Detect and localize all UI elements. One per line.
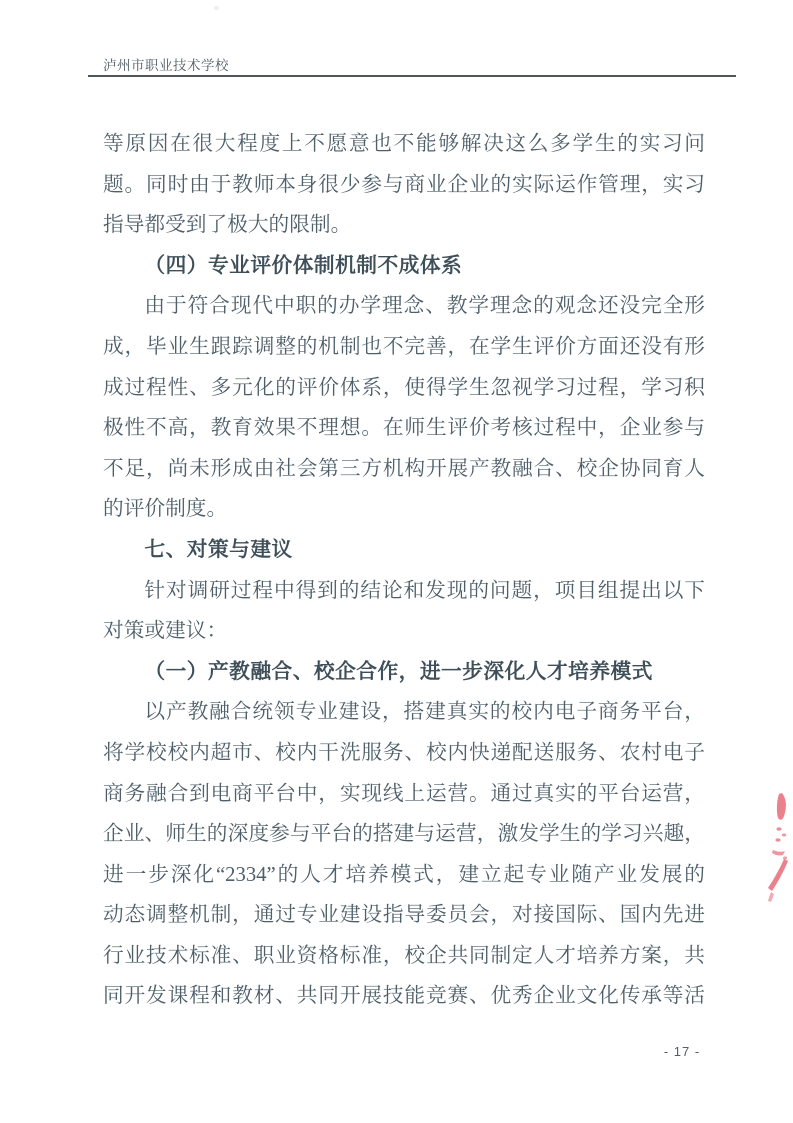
body-line: 进一步深化“2334”的人才培养模式，建立起专业随产业发展的 xyxy=(103,863,705,886)
body-line: 同开发课程和教材、共同开展技能竞赛、优秀企业文化传承等活 xyxy=(103,985,705,1008)
body-line: 对策或建议： xyxy=(103,620,228,643)
body-line: 将学校校内超市、校内干洗服务、校内快递配送服务、农村电子 xyxy=(103,741,705,764)
scan-artifact-speck xyxy=(214,6,219,10)
body-line: 极性不高，教育效果不理想。在师生评价考核过程中，企业参与 xyxy=(103,417,705,440)
header-rule xyxy=(88,75,736,77)
body-line: 动态调整机制，通过专业建设指导委员会，对接国际、国内先进 xyxy=(103,904,705,927)
heading-chapter-seven: 七、对策与建议 xyxy=(144,538,293,561)
body-line: 等原因在很大程度上不愿意也不能够解决这么多学生的实习问 xyxy=(103,133,705,155)
red-pen-marks-icon xyxy=(749,778,793,908)
body-line: 商务融合到电商平台中，实现线上运营。通过真实的平台运营， xyxy=(103,782,705,805)
body-line: 指导都受到了极大的限制。 xyxy=(103,214,352,237)
body-line: 成过程性、多元化的评价体系，使得学生忽视学习过程，学习积 xyxy=(103,376,705,399)
document-body xyxy=(103,124,705,1017)
body-line: 以产教融合统领专业建设，搭建真实的校内电子商务平台， xyxy=(144,701,705,724)
body-line: 行业技术标准、职业资格标准，校企共同制定人才培养方案，共 xyxy=(103,944,705,967)
body-line: 的评价制度。 xyxy=(103,498,228,521)
body-line: 由于符合现代中职的办学理念、教学理念的观念还没完全形 xyxy=(144,295,705,318)
page-number: - 17 - xyxy=(663,1044,701,1059)
body-line: 企业、师生的深度参与平台的搭建与运营，激发学生的学习兴趣， xyxy=(103,823,705,846)
body-line: 针对调研过程中得到的结论和发现的问题，项目组提出以下 xyxy=(144,579,705,602)
body-line: 成，毕业生跟踪调整的机制也不完善，在学生评价方面还没有形 xyxy=(103,335,705,358)
body-line: 不足，尚未形成由社会第三方机构开展产教融合、校企协同育人 xyxy=(103,457,705,480)
body-line: 题。同时由于教师本身很少参与商业企业的实际运作管理，实习 xyxy=(103,173,705,196)
page-header-school-name: 泸州市职业技术学校 xyxy=(103,58,229,73)
heading-section-four: （四）专业评价体制机制不成体系 xyxy=(144,254,463,277)
heading-strategy-one: （一）产教融合、校企合作，进一步深化人才培养模式 xyxy=(144,660,653,683)
